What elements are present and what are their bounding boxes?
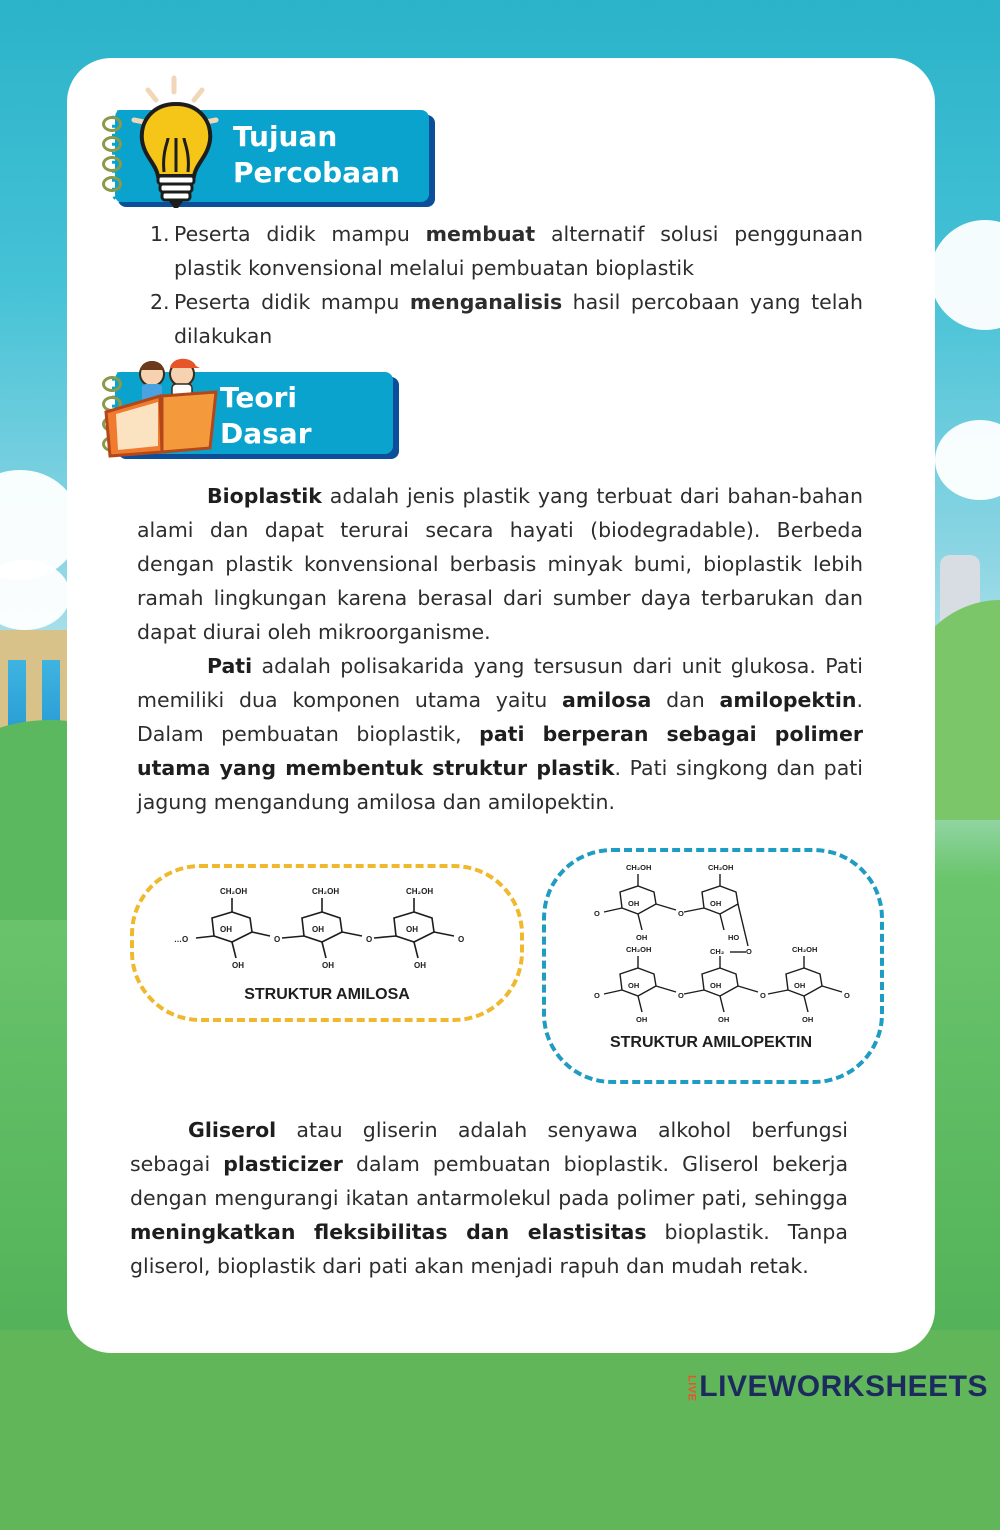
oh-label-a1: OH <box>628 899 640 908</box>
term-plasticizer: plasticizer <box>223 1152 343 1176</box>
ch2oh-label-a4: CH₂OH <box>792 945 818 954</box>
logo-prefix: LIVE <box>685 1374 698 1402</box>
cloud-right <box>930 220 1000 330</box>
paragraph-text: dalam pembuatan bioplastik. Gliserol bekerja dengan mengurangi ikatan antarmolekul pada polimer pati, sehingga <box>130 1152 849 1210</box>
tujuan-title <box>233 119 400 191</box>
paragraph-text: . Pati singkong dan pati jagung mengandung amilosa dan amilopektin. <box>137 756 863 814</box>
ch2oh-label-a2: CH₂OH <box>708 863 734 872</box>
term-pati-role: pati berperan sebagai polimer utama yang membentuk struktur plastik <box>137 722 863 780</box>
list-number: 2. <box>150 290 170 314</box>
term-fleksibilitas: meningkatkan fleksibilitas dan elastisitas <box>130 1220 647 1244</box>
list-text: hasil percobaan yang telah dilakukan <box>174 290 863 348</box>
ch2oh-label-1: CH₂OH <box>220 887 248 896</box>
oh-label-a4: OH <box>628 981 640 990</box>
paragraph-bioplastik <box>137 479 863 649</box>
list-item <box>150 217 863 285</box>
teori-title <box>220 380 312 452</box>
paragraph-text: . Dalam pembuatan bioplastik, <box>137 688 863 746</box>
oh-label-a6: OH <box>794 981 806 990</box>
chain-start: …O <box>174 935 189 944</box>
term-amilopektin: amilopektin <box>719 688 857 712</box>
list-text: alternatif solusi penggunaan plastik konvensional melalui pembuatan bioplastik <box>174 222 863 280</box>
oh-label-a7: OH <box>636 1015 648 1024</box>
ho-label: HO <box>728 933 740 942</box>
oh-label-3: OH <box>406 925 418 934</box>
oh-label-6: OH <box>414 961 426 970</box>
tujuan-title-line1: Tujuan <box>233 120 338 153</box>
oh-label-a5: OH <box>710 981 722 990</box>
oxygen-link-a5: O <box>678 991 684 1000</box>
oh-label-a2: OH <box>710 899 722 908</box>
list-number: 1. <box>150 222 170 246</box>
list-text: Peserta didik mampu <box>174 222 426 246</box>
paragraph-gliserol <box>130 1113 848 1283</box>
paragraph-text: atau gliserin adalah senyawa alkohol berfungsi sebagai <box>130 1118 848 1176</box>
list-text: Peserta didik mampu <box>174 290 410 314</box>
oxygen-link-a1: O <box>594 909 600 918</box>
paragraph-text: adalah jenis plastik yang terbuat dari bahan-bahan alami dan dapat terurai secara hayati (biodegradable). Berbeda dengan plastik konvensional berbasis minyak bumi, bioplastik lebih ramah lingkungan karena berasal dari sumber daya terbarukan dan dapat diurai oleh mikroorganisme. <box>137 484 863 644</box>
tujuan-title-line2: Percobaan <box>233 156 400 189</box>
term-gliserol: Gliserol <box>188 1118 277 1142</box>
spiral-2 <box>102 136 122 152</box>
ch2oh-label-a3: CH₂OH <box>626 945 652 954</box>
liveworksheets-logo <box>686 1370 988 1404</box>
teori-title-line1: Teori <box>220 381 298 414</box>
oxygen-link-a3: O <box>746 947 752 956</box>
paragraph-text: adalah polisakarida yang tersusun dari unit glukosa. Pati memiliki dua komponen utama yaitu <box>137 654 863 712</box>
amilopektin-structure-diagram <box>580 860 870 1030</box>
oxygen-link-a6: O <box>760 991 766 1000</box>
oxygen-link-a4: O <box>594 991 600 1000</box>
term-amilosa: amilosa <box>562 688 652 712</box>
logo-text: LIVEWORKSHEETS <box>699 1370 988 1403</box>
spiral-1 <box>102 116 122 132</box>
amilopektin-label: STRUKTUR AMILOPEKTIN <box>609 1034 813 1051</box>
ch2-label: CH₂ <box>710 947 725 956</box>
oxygen-link-2: O <box>366 935 373 944</box>
paragraph-text: dan <box>651 688 720 712</box>
ch2oh-label-2: CH₂OH <box>312 887 340 896</box>
term-bioplastik: Bioplastik <box>207 484 322 508</box>
teori-title-line2: Dasar <box>220 417 312 450</box>
ch2oh-label-a1: CH₂OH <box>626 863 652 872</box>
paragraph-text: bioplastik. Tanpa gliserol, bioplastik dari pati akan menjadi rapuh dan mudah retak. <box>130 1220 848 1278</box>
cloud-left-2 <box>0 560 70 630</box>
ch2oh-label-3: CH₂OH <box>406 887 434 896</box>
oxygen-link-a2: O <box>678 909 684 918</box>
oxygen-link-3: O <box>458 935 465 944</box>
oh-label-2: OH <box>312 925 324 934</box>
oh-label-4: OH <box>232 961 244 970</box>
spiral-3 <box>102 156 122 172</box>
amilosa-label: STRUKTUR AMILOSA <box>244 986 410 1003</box>
term-pati: Pati <box>207 654 253 678</box>
cloud-right-2 <box>935 420 1000 500</box>
list-item <box>150 285 863 353</box>
oh-label-1: OH <box>220 925 232 934</box>
oxygen-link-1: O <box>274 935 281 944</box>
spiral-4 <box>102 176 122 192</box>
oxygen-link-a7: O <box>844 991 850 1000</box>
list-bold: menganalisis <box>409 290 563 314</box>
oh-label-a8: OH <box>718 1015 730 1024</box>
lightbulb-icon <box>128 72 228 212</box>
hill-bottom <box>0 1330 1000 1530</box>
amilosa-structure-diagram <box>170 880 500 980</box>
paragraph-pati <box>137 649 863 819</box>
oh-label-a9: OH <box>802 1015 814 1024</box>
oh-label-a3: OH <box>636 933 648 942</box>
book-kids-icon <box>100 352 225 460</box>
tujuan-list <box>150 217 863 353</box>
list-bold: membuat <box>425 222 536 246</box>
oh-label-5: OH <box>322 961 334 970</box>
